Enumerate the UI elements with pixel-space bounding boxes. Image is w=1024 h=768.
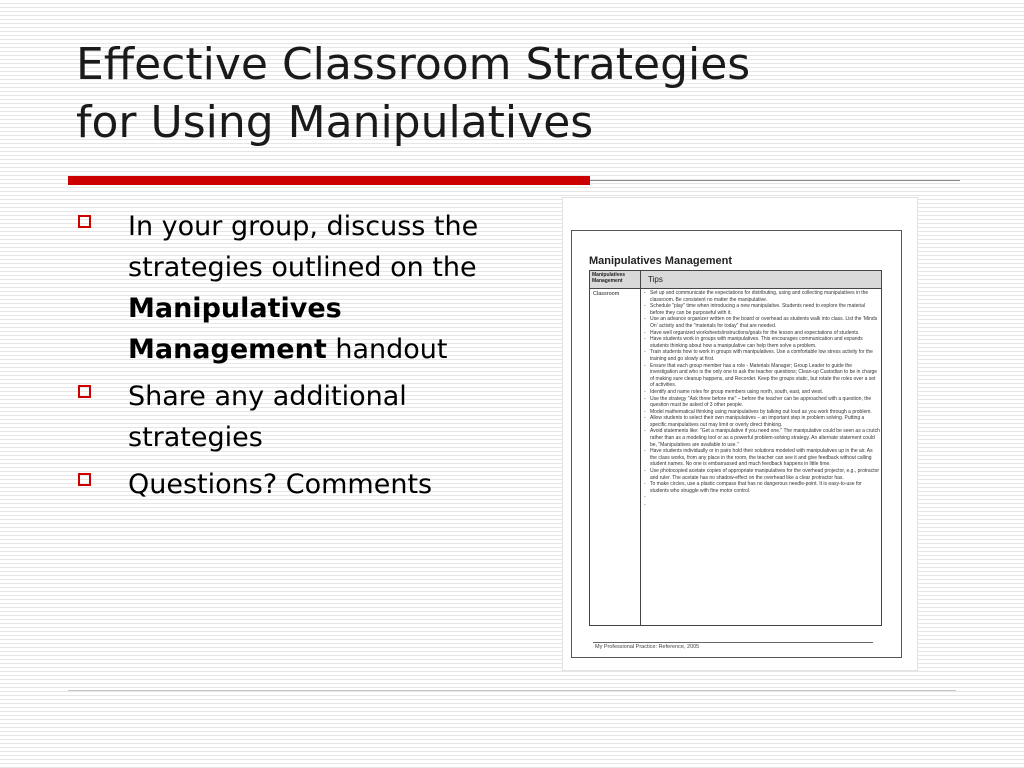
handout-tip: - Have well organized worksheets/instructions/goals for the lesson and expectations of students. <box>644 330 880 337</box>
handout-column-divider <box>640 271 641 625</box>
handout-tip: - Model mathematical thinking using manipulatives by talking out loud as you work through a problem. <box>644 409 880 416</box>
handout-footer: My Professional Practice: Reference, 2005 <box>595 644 700 650</box>
slide-title-line-2: for Using Manipulatives <box>76 97 594 148</box>
bullet-1-text-after: handout <box>335 334 448 365</box>
handout-tips-list <box>644 290 880 510</box>
handout-title: Manipulatives Management <box>589 255 733 267</box>
bullet-list <box>76 206 496 511</box>
bullet-1-text: In your group, discuss the strategies outlined on the <box>128 211 479 283</box>
handout-table-header <box>590 271 881 289</box>
slide-title-line-1: Effective Classroom Strategies <box>76 39 751 90</box>
square-bullet-icon <box>78 215 91 228</box>
bullet-item-2 <box>76 376 496 458</box>
handout-tip: - Have students work in groups with manipulatives. This encourages communication and expands students thinking about how a manipulative can help them solve a problem. <box>644 336 880 349</box>
handout-tip: - Avoid statements like: "Get a manipulative if you need one." The manipulative could be seen as a crutch rather than as a modeling tool or as a powerful problem-solving strategy. An alternate statement could be, "Manipulatives are available to use." <box>644 428 880 448</box>
handout-tip-empty <box>644 502 880 510</box>
handout-col1-header: Manipulatives Management <box>592 272 626 284</box>
bullet-3-text: Questions? Comments <box>128 469 433 500</box>
handout-col2-header: Tips <box>648 275 663 284</box>
handout-tip: - Train students how to work in groups with manipulatives. Use a comfortable low stress activity for the training and go slowly at first. <box>644 349 880 362</box>
handout-tip: - Use photocopied acetate copies of appropriate manipulatives for the overhead projector, e.g., protractor and ruler. The acetate has no shadow-effect on the overhead like a clear protractor has. <box>644 468 880 481</box>
bullet-item-1 <box>76 206 496 370</box>
slide-title <box>76 36 976 152</box>
bullet-item-3 <box>76 464 496 505</box>
handout-image <box>562 197 918 671</box>
title-underline-gray <box>590 180 960 181</box>
handout-tip: - Allow students to select their own manipulatives – an important step in problem solving. Putting a specific manipulatives out may limit or overly direct thinking. <box>644 415 880 428</box>
handout-table <box>589 270 882 626</box>
square-bullet-icon <box>78 385 91 398</box>
handout-tip: - Have students individually or in pairs hold their solutions modeled with manipulatives up in the air. As the class works, from any place in the room, the teacher can see it and give feedback without calling student names. No one is embarrassed and much feedback happens in little time. <box>644 448 880 468</box>
bullet-2-text: Share any additional strategies <box>128 381 407 453</box>
handout-tip: - Ensure that each group member has a role - Materials Manager; Group Leader to guide the investigation and who is the only one to ask the teacher questions; Clean-up Custodian to be in charge of making sure cleanup happens, and Recorder. Keep the groups static, but rotate the roles over a set of activities. <box>644 363 880 389</box>
handout-tip: - To make circles, use a plastic compass that has no dangerous needle-point. It is easy-to-use for students who struggle with fine motor control. <box>644 481 880 494</box>
handout-tip: - Identify and name roles for group members using north, south, east, and west. <box>644 389 880 396</box>
title-underline-red <box>68 176 590 185</box>
handout-tip: - Set up and communicate the expectations for distributing, using and collecting manipulatives in the classroom. Be consistent no matter the manipulative. <box>644 290 880 303</box>
bullet-1-bold: Manipulatives Management <box>128 293 342 365</box>
handout-footer-rule <box>593 642 873 643</box>
footer-divider <box>68 690 956 691</box>
square-bullet-icon <box>78 473 91 486</box>
handout-tip: - Schedule "play" time when introducing a new manipulative. Students need to explore the material before they can be purposeful with it. <box>644 303 880 316</box>
handout-tip: - Use the strategy "Ask three before me" – before the teacher can be approached with a question, the question must be asked of 3 other people. <box>644 396 880 409</box>
handout-row-label: Classroom <box>593 291 620 297</box>
handout-tip: - Use an advance organizer written on the board or overhead as students walk into class. List the 'Minds On' activity and the "materials for today" that are needed. <box>644 316 880 329</box>
handout-tip-empty <box>644 494 880 502</box>
